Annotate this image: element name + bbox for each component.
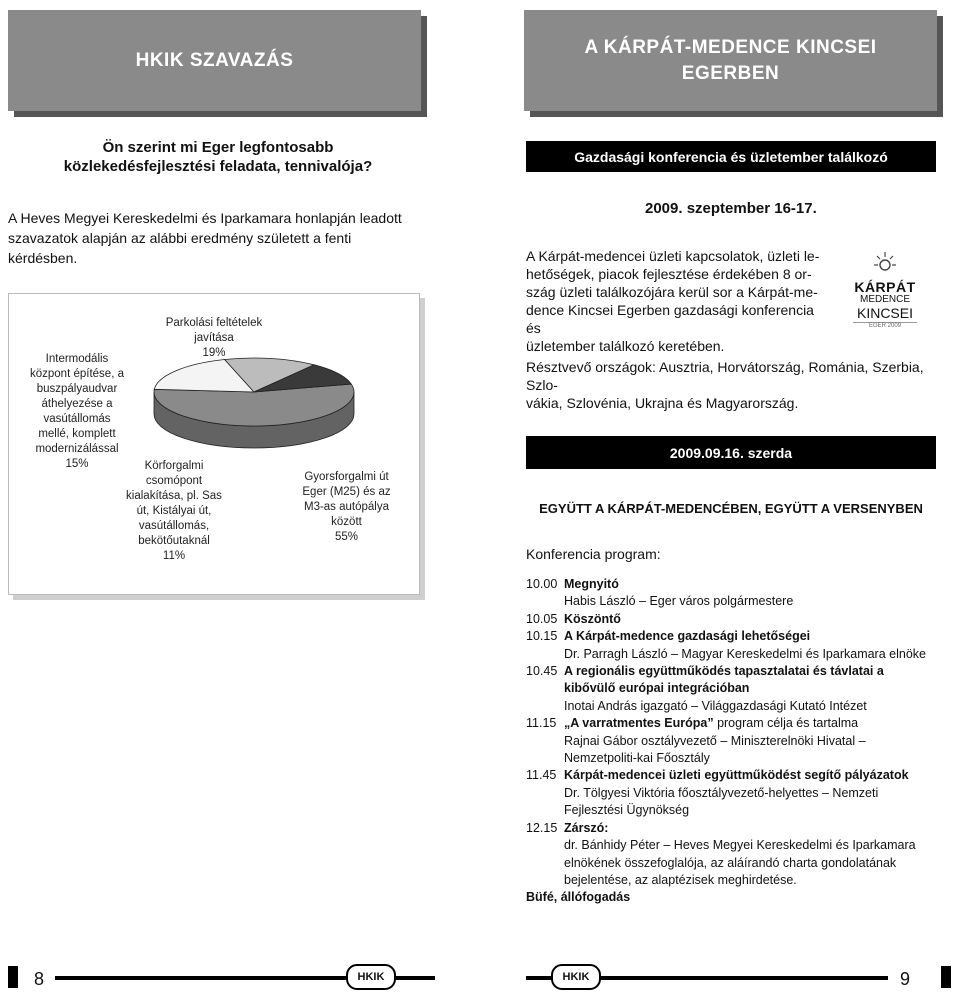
intro-paragraph-line: szág üzleti találkozójára kerül sor a Kárpát-me-	[526, 284, 818, 300]
countries-paragraph	[526, 358, 941, 412]
pie-label-text: mellé, komplett	[38, 428, 116, 440]
pie-label-text: Eger (M25) és az	[302, 486, 391, 498]
pie-label-intermodal	[17, 352, 137, 472]
countries-paragraph-line: vákia, Szlovénia, Ukrajna és Magyarország.	[526, 395, 799, 411]
pie-label-text: bekötőutaknál	[138, 535, 210, 547]
pie-label-parking	[154, 316, 274, 361]
countries-paragraph-line: Résztvevő országok: Ausztria, Horvátország, Románia, Szerbia, Szlo-	[526, 359, 924, 393]
program-item	[526, 576, 936, 611]
program-list	[526, 576, 936, 907]
pie-label-text: között	[331, 516, 362, 528]
hkik-logo-left	[346, 964, 396, 990]
program-body	[564, 663, 936, 715]
logo-line1: KÁRPÁT	[854, 279, 916, 295]
hkik-logo-right-text: HKIK	[562, 971, 590, 983]
program-item-title: Köszöntő	[564, 611, 621, 626]
sun-icon	[870, 250, 900, 276]
pie-label-text: csomópont	[145, 475, 203, 487]
left-header	[8, 10, 421, 111]
event-date: 2009. szeptember 16-17.	[645, 200, 817, 217]
pie-label-text: 19%	[202, 347, 226, 359]
poll-intro: A Heves Megyei Kereskedelmi és Iparkamara honlapján leadott szavazatok alapján az alábbi eredmény született a fenti kérdésben.	[8, 210, 402, 266]
day-bar-label: 2009.09.16. szerda	[669, 444, 793, 461]
program-item-speaker: dr. Bánhidy Péter – Heves Megyei Kereskedelmi és Iparkamara elnökének összefoglalója, az aláírandó charta gondolatának bejelentése, az alaptézisek meghirdetése.	[564, 838, 916, 887]
intro-paragraph-line: üzletember találkozó keretében.	[526, 338, 725, 354]
left-header-title: HKIK SZAVAZÁS	[135, 49, 294, 71]
program-body	[564, 576, 936, 611]
pie-label-roundabout	[109, 459, 239, 564]
program-item-speaker: Inotai András igazgató – Világgazdasági Kutató Intézet	[564, 698, 867, 713]
program-time: 10.00	[526, 577, 558, 591]
right-page-number: 9	[900, 969, 911, 989]
program-time: 11.15	[526, 716, 557, 731]
program-item-speaker: Dr. Tölgyesi Viktória főosztályvezető-helyettes – Nemzeti Fejlesztési Ügynökség	[564, 785, 879, 818]
pie-label-text: központ építése, a	[30, 368, 124, 380]
intro-paragraph-line: dence Kincsei Egerben gazdasági konferencia és	[526, 302, 814, 336]
program-item-speaker: Rajnai Gábor osztályvezető – Miniszterelnöki Hivatal – Nemzetpoliti-kai Főosztály	[564, 733, 866, 766]
program-body	[564, 820, 936, 890]
right-header	[524, 10, 937, 111]
program-body	[564, 611, 936, 628]
karpat-logo	[835, 250, 935, 336]
program-item	[526, 820, 936, 890]
pie-label-text: 15%	[65, 458, 89, 470]
program-item-title: „A varratmentes Európa” program célja és tartalma	[564, 716, 859, 731]
program-item-title: Kárpát-medencei üzleti együttműködést segítő pályázatok	[564, 768, 909, 783]
program-time: 10.05	[526, 611, 558, 626]
pie-label-text: vasútállomás	[43, 413, 111, 425]
program-time: 10.45	[526, 664, 558, 679]
intro-paragraph-line: A Kárpát-medencei üzleti kapcsolatok, üzleti le-	[526, 248, 820, 264]
intro-paragraph-line: hetőségek, piacok fejlesztése érdekében 8 or-	[526, 266, 812, 282]
program-item-title: A Kárpát-medence gazdasági lehetőségei	[564, 629, 811, 644]
logo-line4: EGER 2009	[853, 322, 917, 329]
pie-label-text: 55%	[334, 531, 359, 543]
conference-bar	[526, 141, 936, 172]
program-item	[526, 663, 936, 715]
pie-label-expressway	[289, 470, 404, 545]
pie-label-text: Parkolási feltételek	[165, 317, 263, 329]
pie-label-text: M3-as autópálya	[303, 501, 390, 513]
pie-label-text: vasútállomás,	[138, 520, 210, 532]
pie-label-text: buszpályaudvar	[36, 383, 118, 395]
pie-chart-panel	[8, 293, 420, 595]
conference-bar-label: Gazdasági konferencia és üzletember találkozó	[574, 148, 888, 165]
program-body	[564, 767, 936, 819]
logo-line3: KINCSEI	[856, 305, 913, 321]
left-footer-block	[8, 966, 18, 988]
poll-question: Ön szerint mi Eger legfontosabb közlekedésfejlesztési feladata, tennivalója?	[63, 139, 373, 175]
program-closing: Büfé, állófogadás	[526, 890, 631, 905]
pie-label-text: kialakítása, pl. Sas	[126, 490, 222, 502]
logo-line2: MEDENCE	[859, 294, 910, 305]
pie-label-text: áthelyezése a	[41, 398, 113, 410]
day-bar	[526, 436, 936, 469]
motto: EGYÜTT A KÁRPÁT-MEDENCÉBEN, EGYÜTT A VERSENYBEN	[539, 501, 923, 516]
program-time: 10.15	[526, 629, 558, 644]
intro-paragraph	[526, 247, 826, 355]
program-item	[526, 611, 936, 628]
program-item	[526, 767, 936, 819]
hkik-logo-right	[551, 964, 601, 990]
program-title: Konferencia program:	[526, 546, 661, 562]
pie-label-text: Körforgalmi	[144, 460, 204, 472]
program-time: 11.45	[526, 768, 557, 783]
program-time: 12.15	[526, 820, 558, 835]
hkik-logo-left-text: HKIK	[357, 971, 385, 983]
program-item-speaker: Habis László – Eger város polgármestere	[564, 594, 794, 609]
pie-label-text: Intermodális	[45, 353, 109, 365]
right-footer-block	[941, 966, 951, 988]
program-body	[564, 715, 936, 767]
program-item	[526, 628, 936, 663]
pie-label-text: út, Kistályai út,	[136, 505, 212, 517]
program-item-title: Zárszó:	[564, 820, 609, 835]
program-item-title: Megnyitó	[564, 577, 619, 591]
right-header-title: A KÁRPÁT-MEDENCE KINCSEI EGERBEN	[584, 36, 877, 84]
program-item-speaker: Dr. Parragh László – Magyar Kereskedelmi és Iparkamara elnöke	[564, 646, 926, 661]
left-page-number: 8	[34, 969, 45, 989]
program-body	[564, 628, 936, 663]
pie-label-text: Gyorsforgalmi út	[304, 471, 389, 483]
program-item	[526, 715, 936, 767]
pie-label-text: 11%	[162, 550, 186, 562]
pie-label-text: modernizálással	[35, 443, 119, 455]
pie-label-text: javítása	[194, 332, 234, 344]
program-item-title: A regionális együttműködés tapasztalatai és távlatai a kibővülő európai integrációban	[564, 664, 884, 696]
